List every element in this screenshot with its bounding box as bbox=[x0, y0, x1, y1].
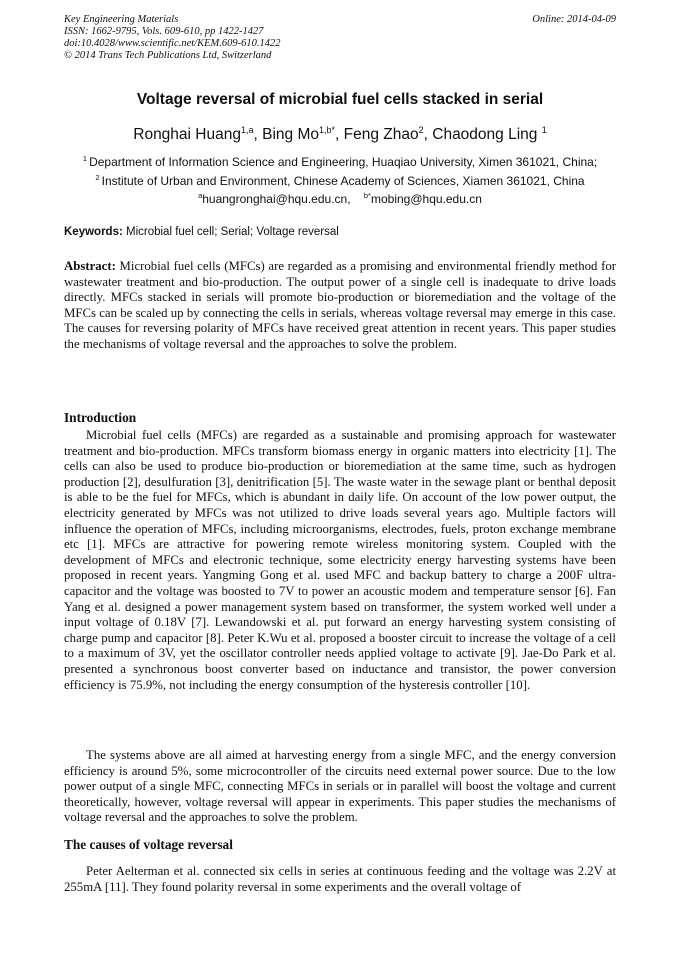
affiliation-2 bbox=[64, 173, 616, 188]
author-affil-mark: 1,a bbox=[240, 125, 254, 135]
affiliation-mark: 1 bbox=[82, 154, 90, 163]
causes-heading: The causes of voltage reversal bbox=[64, 837, 233, 852]
affiliation-text: Department of Information Science and Engineering, Huaqiao University, Ximen 361021, China; bbox=[89, 155, 598, 169]
author-separator: , bbox=[335, 126, 344, 144]
author-name: Feng Zhao bbox=[343, 126, 419, 144]
journal-header bbox=[64, 14, 616, 62]
introduction-paragraph-2: The systems above are all aimed at harvesting energy from a single MFC, and the energy conversion efficiency is around 5%, some microcontroller of the circuits need external power source. Due to the low power output of a single MFC, connecting MFCs in serials or in parallel will boost the voltage and current theoretically, however, voltage reversal will appear in experiments. This paper studies the mechanisms of voltage reversal and the approaches to solve the problem. bbox=[64, 748, 616, 825]
introduction-heading: Introduction bbox=[64, 410, 137, 425]
author-separator: , bbox=[253, 126, 263, 144]
paper-title: Voltage reversal of microbial fuel cells stacked in serial bbox=[136, 91, 544, 108]
affiliation-1 bbox=[64, 154, 616, 169]
introduction-paragraph-1: Microbial fuel cells (MFCs) are regarded as a sustainable and promising approach for wastewater treatment and bio-production. MFCs transform biomass energy in organic matters into electricity [1]. The cells can also be used to produce bio-production or bioremediation at the same time, such as hydrogen production [2], desulfuration [3], denitrification [5]. The waste water in the sewage plant or benthal deposit is able to be the fuel for MFCs, which is abundant in daily life. On account of the low power output, the electricity generated by MFCs was not utilized to drive loads several years ago. Multiple factors will influence the operation of MFCs, including microorganisms, electrodes, fuels, proton exchange membrane etc [1]. MFCs are attractive for powering remote wireless monitoring system. Coupled with the development of MFCs and electronic technique, some electricity energy harvesting systems have been proposed in recent years. Yangming Gong et al. used MFC and backup battery to charge a 200F ultra-capacitor and the voltage was boosted to 7V to power an acoustic modem and temperature sensor [6]. Fan Yang et al. designed a power management system based on transformer, the system worked well under a input voltage of 0.18V [7]. Lewandowski et al. put forward an energy harvesting system consisting of charge pump and capacitor [8]. Peter K.Wu et al. proposed a booster circuit to increase the voltage of a cell to a maximum of 3V, yet the oscillator controller needs applied voltage to activate [9]. Jae-Do Park et al. presented a synchronous boost converter based on inductance and transistor, the power conversion efficiency is 75.9%, not including the energy consumption of the hysteresis controller [10]. bbox=[64, 428, 616, 692]
author-name: Bing Mo bbox=[262, 126, 319, 144]
author-separator: , bbox=[423, 126, 433, 144]
author-name: Chaodong Ling bbox=[432, 126, 542, 144]
keywords-label: Keywords: bbox=[64, 226, 123, 238]
email-a: huangronghai@hqu.edu.cn, bbox=[202, 192, 351, 206]
email-b: mobing@hqu.edu.cn bbox=[370, 192, 482, 206]
author-affil-mark: 1,b* bbox=[319, 125, 336, 135]
author-name: Ronghai Huang bbox=[133, 126, 241, 144]
online-date: Online: 2014-04-09 bbox=[532, 14, 616, 25]
author-emails bbox=[64, 191, 616, 206]
keywords-text: Microbial fuel cell; Serial; Voltage reversal bbox=[122, 226, 339, 238]
author-affil-mark: 2 bbox=[418, 125, 424, 135]
journal-name: Key Engineering Materials bbox=[64, 14, 179, 25]
keywords-line bbox=[64, 226, 616, 238]
causes-paragraph-1: Peter Aelterman et al. connected six cells in series at continuous feeding and the voltage was 2.2V at 255mA [11]. They found polarity reversal in some experiments and the overall voltage of bbox=[64, 864, 616, 894]
email-mark: a bbox=[198, 191, 203, 200]
author-list bbox=[64, 125, 616, 144]
affiliation-mark: 2 bbox=[95, 173, 102, 182]
author-affil-mark: 1 bbox=[541, 125, 547, 135]
abstract-text: Microbial fuel cells (MFCs) are regarded as a promising and environmental friendly method for wastewater treatment and bio-production. The output power of a single cell is inadequate to drive loads directly. MFCs stacked in serials will promote bio-production or bioremediation and the voltage of the MFCs can be scaled up by connecting the cells in serials, whereas voltage reversal may emerge in this case. The causes for reversing polarity of MFCs have received great attention in recent years. This paper studies the mechanisms of voltage reversal and the approaches to solve the problem. bbox=[64, 259, 616, 351]
abstract-paragraph bbox=[64, 259, 616, 353]
issn-line: ISSN: 1662-9795, Vols. 609-610, pp 1422-1427 bbox=[64, 26, 264, 37]
affiliation-text: Institute of Urban and Environment, Chinese Academy of Sciences, Xiamen 361021, China bbox=[101, 174, 585, 188]
email-mark: b* bbox=[363, 191, 371, 200]
copyright-line: © 2014 Trans Tech Publications Ltd, Switzerland bbox=[64, 50, 272, 61]
doi-line: doi:10.4028/www.scientific.net/KEM.609-610.1422 bbox=[64, 38, 281, 49]
abstract-label: Abstract: bbox=[64, 259, 116, 273]
